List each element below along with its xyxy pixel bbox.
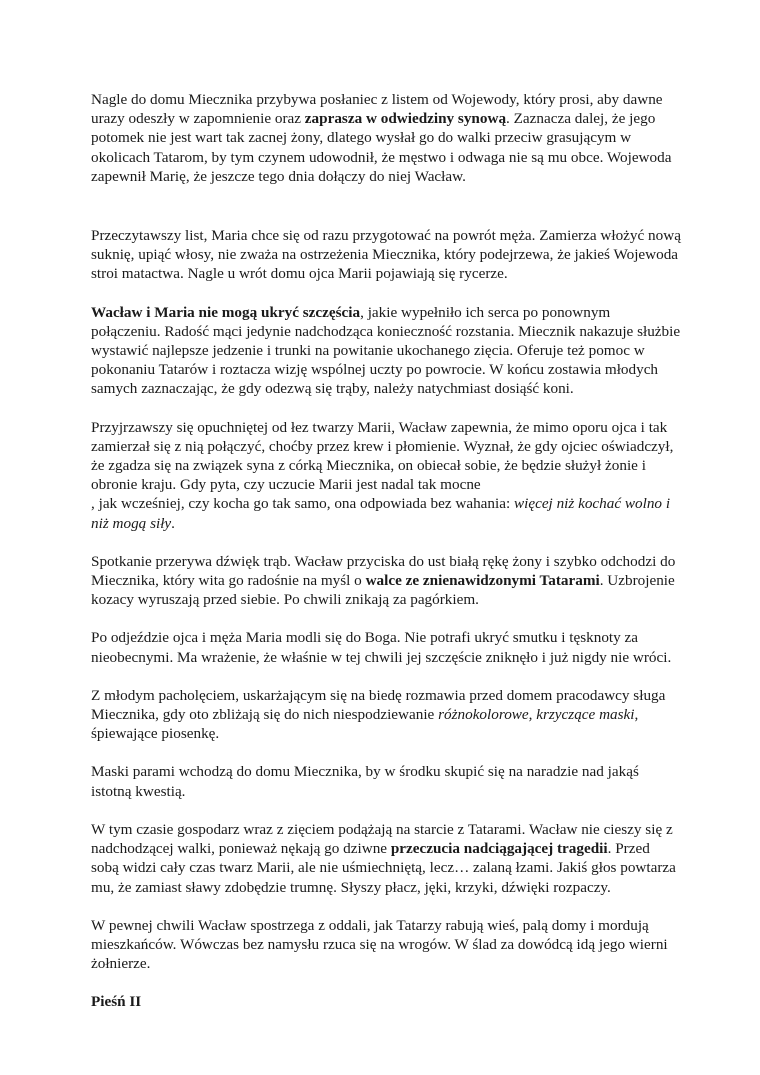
paragraph-2: Przeczytawszy list, Maria chce się od razu przygotować na powrót męża. Zamierza włożyć nową suknię, upiąć włosy, nie zważa na ostrzeżenia Miecznika, który podejrzewa, że jakieś Wojewoda stroi matactwa. Nagle u wrót domu ojca Marii pojawiają się rycerze. (91, 227, 681, 283)
bold-phrase: Wacław i Maria nie mogą ukryć szczęścia (91, 303, 361, 321)
paragraph-9: W tym czasie gospodarz wraz z zięciem podążają na starcie z Tatarami. Wacław nie cieszy się z nadchodzącej walki, ponieważ nękają go dziwne przeczucia nadciągającej tragedii. Przed sobą widzi cały czas twarz Marii, ale nie uśmiechniętą, lecz… zalaną łzami. Jakiś głos powtarza mu, że zamiast sławy zdobędzie trumnę. Słyszy płacz, jęki, krzyki, dźwięki rozpaczy. (91, 820, 676, 896)
italic-phrase: różnokolorowe, krzyczące maski (438, 706, 635, 724)
paragraph-1: Nagle do domu Miecznika przybywa posłaniec z listem od Wojewody, który prosi, aby dawne urazy odeszły w zapomnienie oraz zaprasza w odwiedziny synową. Zaznacza dalej, że jego potomek nie jest wart tak zacnej żony, dlatego wysłał go do walki przeciw grasującym w okolicach Tatarom, by tym czynem udowodnił, że męstwo i odwaga nie są mu obce. Wojewoda zapewnił Marię, że jeszcze tego dnia dołączy do niej Wacław. (91, 91, 672, 185)
bold-phrase: przeczucia nadciągającej tragedii (390, 840, 608, 858)
document-body (91, 90, 681, 1012)
italic-phrase: więcej niż kochać wolno i niż mogą siły (91, 495, 671, 532)
section-heading: Pieśń II (91, 993, 142, 1011)
paragraph-10: W pewnej chwili Wacław spostrzega z oddali, jak Tatarzy rabują wieś, palą domy i mordują mieszkańców. Wówczas bez namysłu rzuca się na wrogów. W ślad za dowódcą idą jego wierni żołnierze. (91, 916, 668, 973)
paragraph-4: Przyjrzawszy się opuchniętej od łez twarzy Marii, Wacław zapewnia, że mimo oporu ojca i tak zamierzał się z nią połączyć, choćby przez krew i płomienie. Wyznał, że gdy ojciec oświadczył, że zgadza się na związek syna z córką Miecznika, on obiecał sobie, że będzie służył żonie i obronie kraju. Gdy pyta, czy uczucie Marii jest nadal tak mocne , jak wcześniej, czy kocha go tak samo, ona odpowiada bez wahania: więcej niż kochać wolno i niż mogą siły. (91, 418, 674, 532)
paragraph-5: Spotkanie przerywa dźwięk trąb. Wacław przyciska do ust białą rękę żony i szybko odchodzi do Miecznika, który wita go radośnie na myśl o walce ze znienawidzonymi Tatarami. Uzbrojenie kozacy wyruszają przed siebie. Po chwili znikają za pagórkiem. (91, 552, 676, 609)
paragraph-3: Wacław i Maria nie mogą ukryć szczęścia, jakie wypełniło ich serca po ponownym połączeniu. Radość mąci jedynie nadchodząca konieczność rozstania. Miecznik nakazuje służbie wystawić najlepsze jedzenie i trunki na powitanie ukochanego zięcia. Oferuje też pomoc w pokonaniu Tatarów i roztacza wizję wspólnej uczty po powrocie. W końcu zostawia młodych samych zaznaczając, że gdy odezwą się trąby, należy natychmiast dosiąść koni. (91, 303, 681, 398)
paragraph-7: Z młodym pacholęciem, uskarżającym się na biedę rozmawia przed domem pracodawcy sługa Miecznika, gdy oto zbliżają się do nich niespodziewanie różnokolorowe, krzyczące maski, śpiewające piosenkę. (91, 686, 666, 743)
paragraph-6: Po odjeździe ojca i męża Maria modli się do Boga. Nie potrafi ukryć smutku i tęsknoty za nieobecnymi. Ma wrażenie, że właśnie w tej chwili jej szczęście zniknęło i już nigdy nie wróci. (91, 629, 672, 666)
bold-phrase: zaprasza w odwiedziny synową (304, 110, 507, 128)
paragraph-8: Maski parami wchodzą do domu Miecznika, by w środku skupić się na naradzie nad jakąś istotną kwestią. (91, 763, 639, 800)
bold-phrase: walce ze znienawidzonymi Tatarami (365, 572, 600, 590)
